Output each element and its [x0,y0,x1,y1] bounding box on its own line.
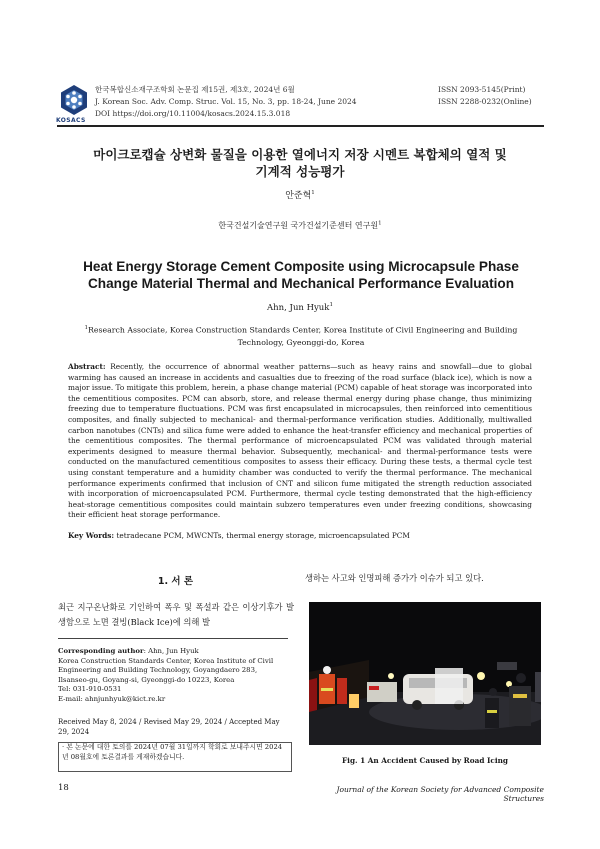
keywords-label: Key Words: [68,531,115,540]
korean-author: 안준혁$^1$ [285,190,315,201]
intro-text-left: 최근 지구온난화로 기인하여 폭우 및 폭설과 같은 이상기후가 발생함으로 노면 결빙(Black Ice)에 의해 발 [58,602,294,627]
abstract-text: Recently, the occurrence of abnormal weather patterns—such as heavy rains and snowfall—due to global warming has caused an increase in accidents and casualties due to freezing of the road surface (black ice), which is now a major issue. To mitigate this problem, herein, a phase change material (PCM) capable of heat storage was incorporated into the cementitious composites. PCM can absorb, store, and release thermal energy during phase change, thus minimizing freezing due to temperature fluctuations. PCM was first encapsulated in microcapsules, then reinforced into cementitious composites, and finally subjected to mechanical- and thermal-performance verification studies. Additionally, multiwalled carbon nanotubes (CNTs) and silica fume were added to enhance the heat-transfer efficiency and mechanical properties of the cementitious composites. The thermal performance of microencapsulated PCM was validated through material experiments designed to measure thermal behavior. Subsequently, mechanical- and thermal-performance tests were conducted on the manufactured cementitious composites to assess their efficacy. During these tests, a thermal cycle test using constant temperature and a humidity chamber was conducted to verify the thermal performance. The mechanical performance experiments confirmed that inclusion of CNT and silicon fume mitigated the strength reduction associated with incorporation of microencapsulated PCM. Furthermore, thermal cycle testing demonstrated that the high-efficiency heat-storage cementitious composites could maintain subzero temperatures even under freezing conditions, showcasing their efficient heat storage performance. [68,362,533,520]
corr-name: : Ahn, Jun Hyuk [143,647,199,655]
keywords-text: tetradecane PCM, MWCNTs, thermal energy storage, microencapsulated PCM [116,531,410,540]
english-title [66,258,536,292]
korean-title-line-1: 마이크로캡슐 상변화 물질을 이용한 열에너지 저장 시멘트 복합체의 열적 및 [93,147,507,162]
journal-info [95,84,357,120]
header-rule [57,125,544,127]
discussion-notice: · 본 논문에 대한 토의를 2024년 07월 31일까지 학회로 보내주시면 2024년 08월호에 토론결과를 게재하겠습니다. [62,743,283,761]
issn-info [438,84,532,108]
citation: J. Korean Soc. Adv. Comp. Struc. Vol. 15, No. 3, pp. 18-24, June 2024 [95,97,357,106]
english-affiliation: $^1$Research Associate, Korea Construction Standards Center, Korea Institute of Civil Engineering and Building Technology, Gyeonggi-do, Korea [84,325,518,347]
corr-tel: Tel: 031-910-0531 [58,685,122,694]
issn-print: ISSN 2093-5145(Print) [438,85,526,94]
abstract [68,362,532,521]
korean-title [60,146,540,180]
abstract-label: Abstract: [68,362,106,371]
english-author: Ahn, Jun Hyuk$^1$ [267,302,333,313]
kosacs-logo-icon [58,84,90,116]
journal-kr: 한국복합신소재구조학회 논문집 제15권, 제3호, 2024년 6월 [95,85,295,94]
korean-affiliation: 한국건설기술연구원 국가건설기준센터 연구원$^1$ [218,220,382,230]
logo-text: KOSACS [56,117,86,124]
page-number: 18 [58,783,69,793]
doi-link[interactable]: DOI https://doi.org/10.11004/kosacs.2024.15.3.018 [95,109,291,118]
figure-caption: Fig. 1 An Accident Caused by Road Icing [342,756,508,765]
corr-address: Korea Construction Standards Center, Korea Institute of Civil Engineering and Building Technology, Goyangdaero 283, Ilsanseo-gu, Goyang-si, Gyeonggi-do 10223, Korea [58,656,274,684]
footnote-rule [58,638,288,639]
corresponding-author [58,647,290,705]
issn-online: ISSN 2288-0232(Online) [438,97,532,106]
received-dates: Received May 8, 2024 / Revised May 29, 2024 / Accepted May 29, 2024 [58,718,280,736]
english-title-line-1: Heat Energy Storage Cement Composite using Microcapsule Phase [83,259,519,274]
keywords [68,531,532,540]
english-title-line-2: Change Material Thermal and Mechanical Performance Evaluation [87,276,515,291]
intro-text-right: 생하는 사고와 인명피해 증가가 이슈가 되고 있다. [305,573,484,583]
korean-title-line-2: 기계적 성능평가 [255,164,345,179]
corr-label: Corresponding author [58,647,144,655]
corr-email[interactable]: E-mail: ahnjunhyuk@kict.re.kr [58,694,166,703]
accident-photo [309,602,541,745]
journal-name: Journal of the Korean Society for Advanced Composite Structures [336,785,544,803]
section-heading: 1. 서 론 [157,576,194,587]
